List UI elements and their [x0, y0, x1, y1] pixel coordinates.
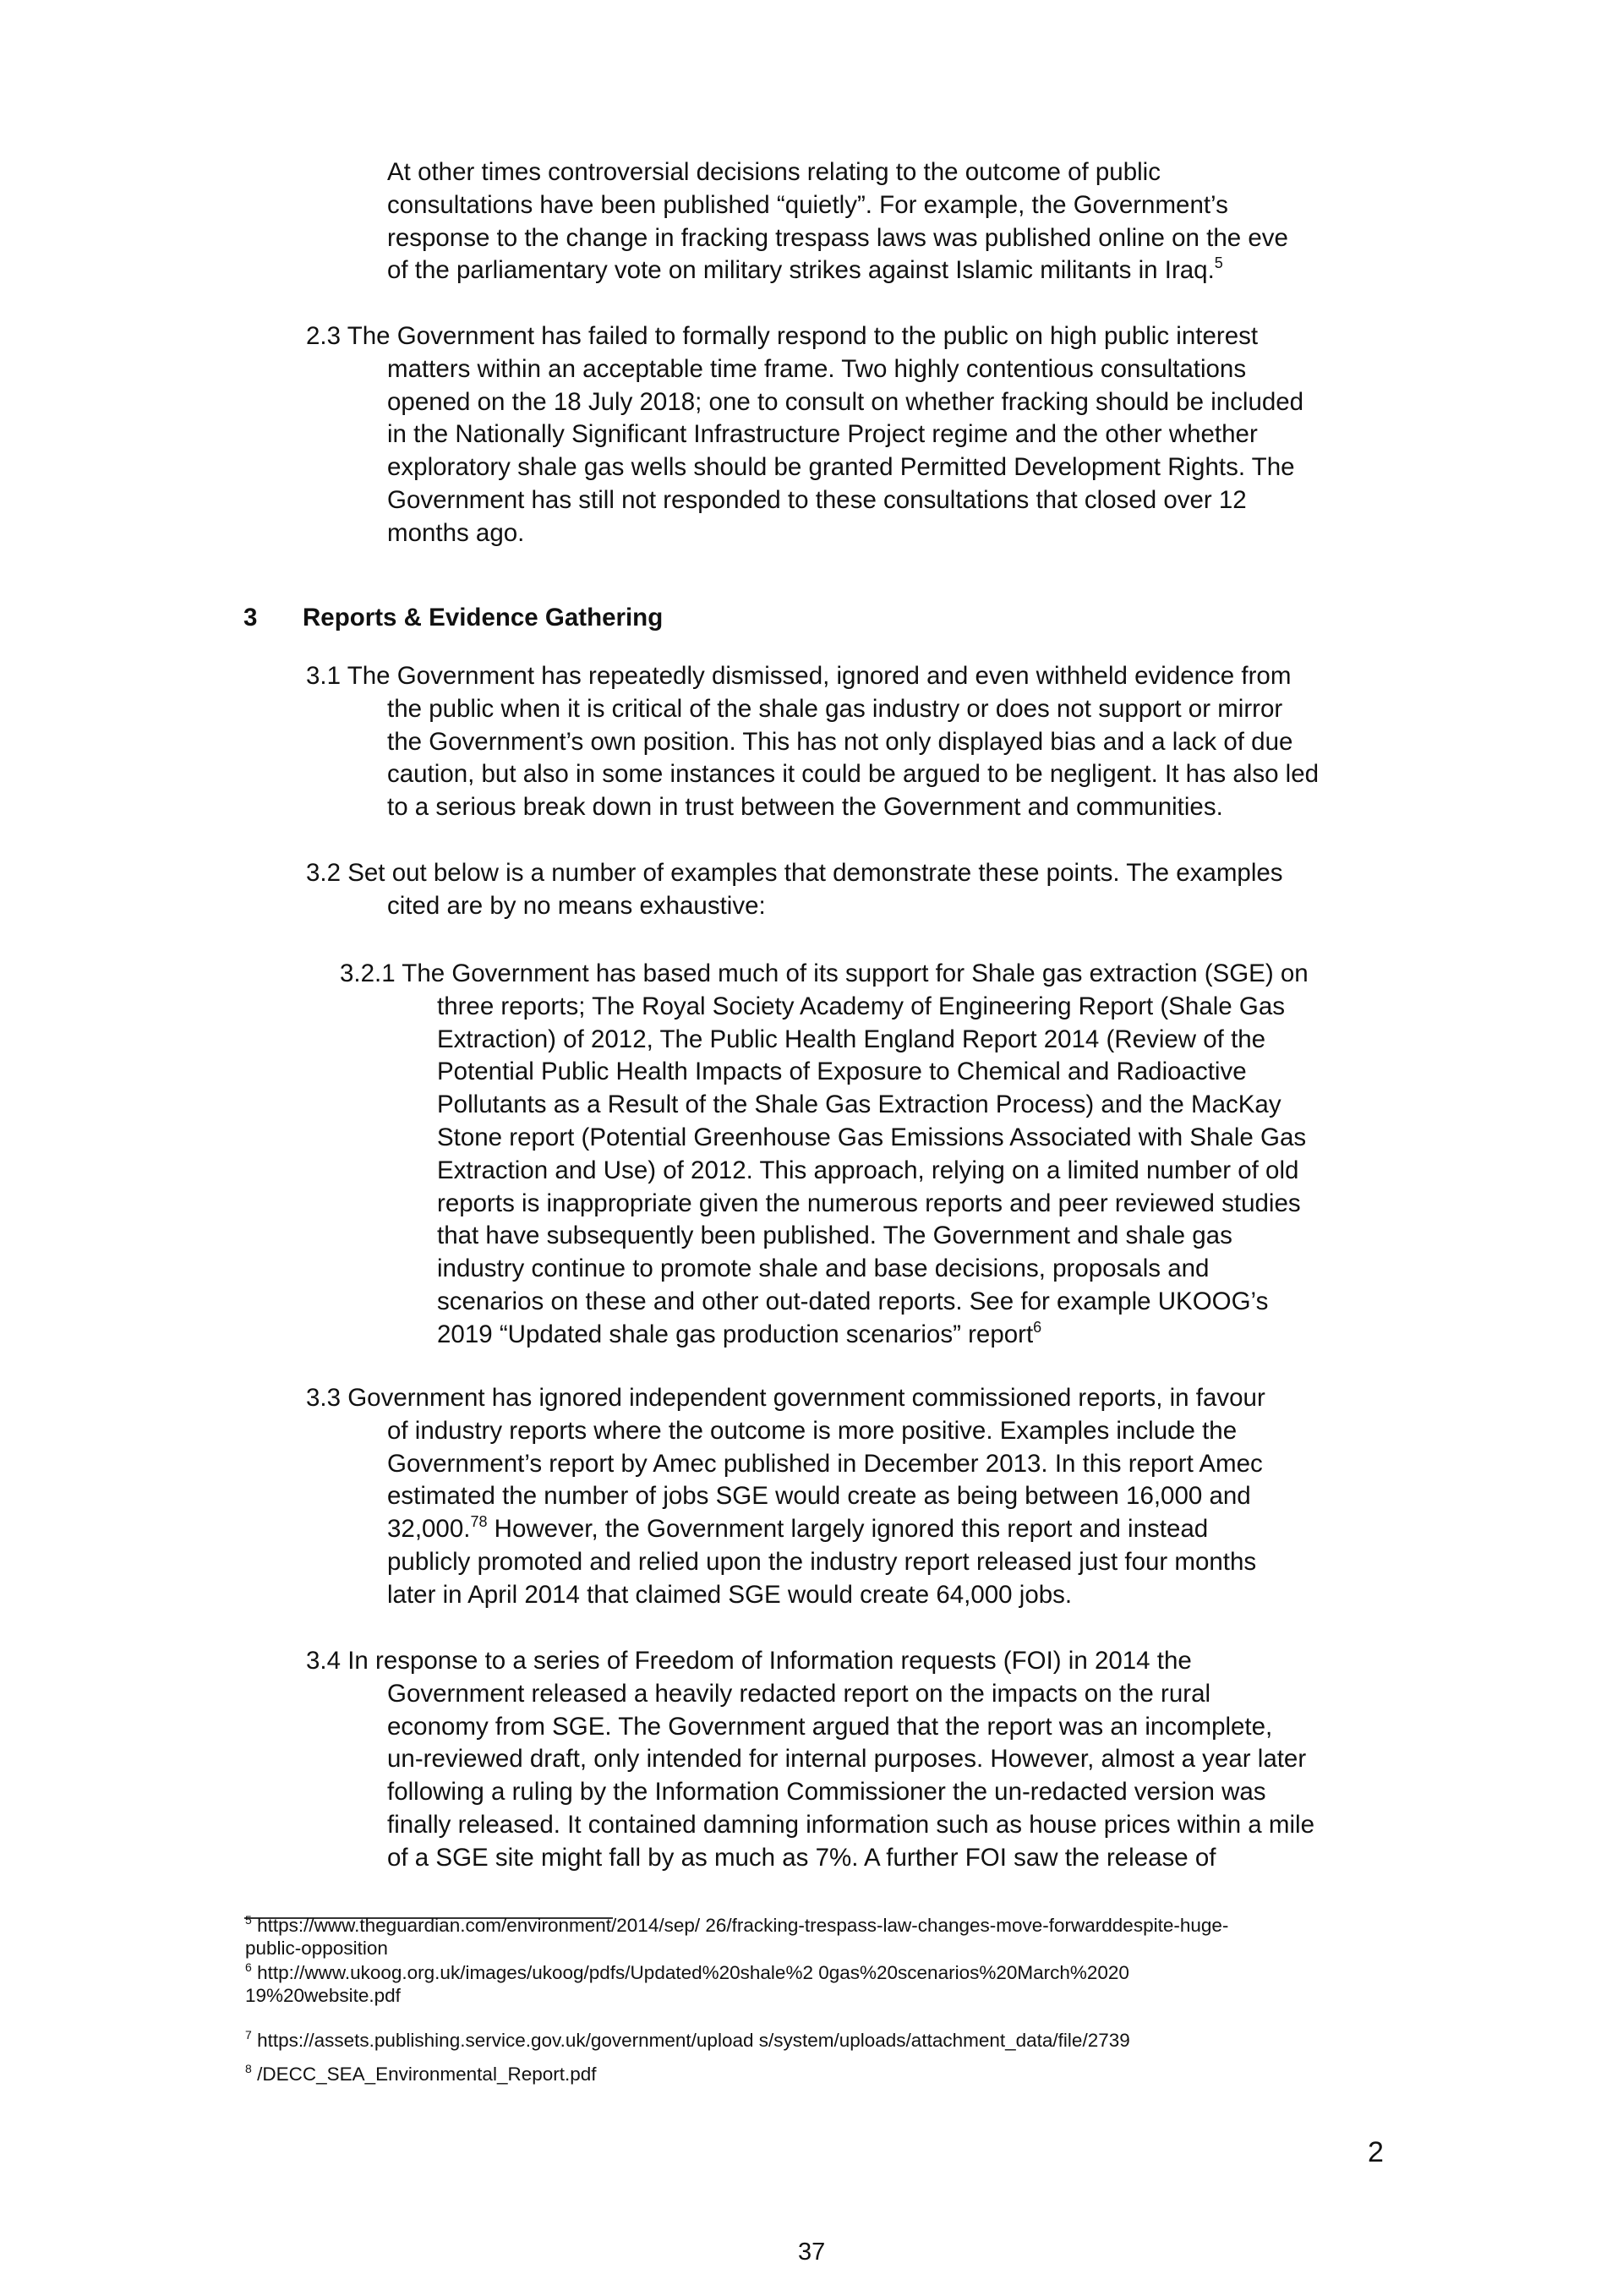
footnote-ref[interactable]: 6 — [1033, 1318, 1042, 1336]
text-line: response to the change in fracking trespass laws was published online on the eve — [387, 223, 1288, 252]
footnote-number: 6 — [245, 1960, 252, 1974]
footnote-ref[interactable]: 78 — [470, 1513, 488, 1531]
section-title — [303, 602, 663, 635]
text-segment: 2019 “Updated shale gas production scenarios” report — [437, 1320, 1034, 1348]
text-segment: However, the Government largely ignored this report and instead — [494, 1515, 1209, 1544]
text-line: Pollutants as a Result of the Shale Gas Extraction Process) and the MacKay — [437, 1091, 1281, 1119]
text-line: At other times controversial decisions relating to the outcome of public — [387, 158, 1161, 186]
footnote-link[interactable]: http://www.ukoog.org.uk/images/ukoog/pdfs/Updated%20shale%2 0gas%20scenarios%20March%2020 — [257, 1962, 1129, 1983]
paragraph-3-1 — [306, 660, 1291, 693]
paragraph-number: 3.1 — [306, 662, 342, 690]
text-line: exploratory shale gas wells should be granted Permitted Development Rights. The — [387, 453, 1295, 482]
footnote — [245, 1914, 1228, 1960]
text-segment: The Government has failed to formally respond to the public on high public interest — [347, 322, 1259, 350]
text-line: that have subsequently been published. The Government and shale gas — [437, 1222, 1232, 1250]
paragraph-3-2-1 — [340, 958, 1309, 991]
text-segment: Government has ignored independent government commissioned reports, in favour — [347, 1384, 1265, 1412]
paragraph-number: 3.2 — [306, 859, 342, 887]
section-heading — [243, 602, 257, 635]
footnote-line[interactable]: 19%20website.pdf — [245, 1985, 401, 2006]
text-segment: The Government has based much of its support for Shale gas extraction (SGE) on — [402, 959, 1309, 987]
text-line: industry continue to promote shale and base decisions, proposals and — [437, 1255, 1210, 1283]
footnote-line — [245, 2029, 1130, 2052]
text-line — [387, 1513, 1263, 1546]
paragraph-2-3-cont — [387, 353, 1303, 550]
paragraph-3-4 — [306, 1645, 1192, 1678]
text-line: cited are by no means exhaustive: — [387, 891, 766, 920]
footnote-link[interactable]: https://assets.publishing.service.gov.uk/government/upload s/system/uploads/attachment_data/file/2739 — [257, 2030, 1130, 2051]
text-line — [306, 1382, 1265, 1415]
footnote-number: 5 — [245, 1913, 252, 1927]
text-line: following a ruling by the Information Commissioner the un-redacted version was — [387, 1778, 1266, 1807]
text-line: Potential Public Health Impacts of Exposure to Chemical and Radioactive — [437, 1058, 1247, 1086]
text-line: of industry reports where the outcome is more positive. Examples include the — [387, 1416, 1238, 1445]
footnote-ref[interactable]: 5 — [1214, 254, 1223, 272]
footnote-line — [245, 2063, 597, 2086]
text-line — [306, 857, 1283, 890]
text-line: Government has still not responded to these consultations that closed over 12 — [387, 485, 1247, 514]
section-number: 3 — [243, 604, 258, 631]
text-line: in the Nationally Significant Infrastructure Project regime and the other whether — [387, 420, 1258, 449]
paragraph-3-1-cont — [387, 693, 1319, 824]
text-line — [340, 958, 1309, 991]
footnote-number: 8 — [245, 2062, 252, 2075]
text-line: reports is inappropriate given the numerous reports and peer reviewed studies — [437, 1189, 1301, 1217]
text-segment: Set out below is a number of examples that demonstrate these points. The examples — [347, 859, 1283, 887]
text-line: Government’s report by Amec published in December 2013. In this report Amec — [387, 1449, 1263, 1478]
text-segment: The Government has repeatedly dismissed, ignored and even withheld evidence from — [347, 662, 1292, 690]
text-line: economy from SGE. The Government argued that the report was an incomplete, — [387, 1712, 1273, 1741]
paragraph-3-2-cont — [387, 890, 766, 923]
text-segment: In response to a series of Freedom of Information requests (FOI) in 2014 the — [347, 1647, 1192, 1675]
footnote — [245, 1961, 1129, 2007]
paragraph-3-2-1-cont — [437, 991, 1306, 1352]
text-line: estimated the number of jobs SGE would create as being between 16,000 and — [387, 1482, 1251, 1511]
text-line: publicly promoted and relied upon the industry report released just four months — [387, 1547, 1257, 1576]
text-line: Extraction and Use) of 2012. This approach, relying on a limited number of old — [437, 1156, 1299, 1184]
intro-paragraph — [387, 156, 1288, 287]
text-line: scenarios on these and other out-dated reports. See for example UKOOG’s — [437, 1287, 1269, 1315]
text-segment: of the parliamentary vote on military strikes against Islamic militants in Iraq. — [387, 256, 1215, 285]
text-line: to a serious break down in trust between the Government and communities. — [387, 793, 1223, 822]
text-line: the public when it is critical of the shale gas industry or does not support or mirror — [387, 694, 1283, 723]
paragraph-3-4-cont — [387, 1678, 1314, 1875]
text-line: un-reviewed draft, only intended for internal purposes. However, almost a year later — [387, 1745, 1307, 1774]
paragraph-3-2 — [306, 857, 1283, 890]
text-line — [306, 660, 1291, 693]
text-line — [306, 320, 1258, 353]
footnote-line[interactable]: public-opposition — [245, 1938, 388, 1959]
footnote-number: 7 — [245, 2028, 252, 2042]
document-page-number: 2 — [1368, 2136, 1384, 2168]
text-line: opened on the 18 July 2018; one to consult on whether fracking should be included — [387, 387, 1304, 416]
paragraph-2-3 — [306, 320, 1258, 353]
text-line — [306, 1645, 1192, 1678]
paragraph-3-3-cont — [387, 1415, 1263, 1612]
text-line: later in April 2014 that claimed SGE would create 64,000 jobs. — [387, 1580, 1073, 1609]
footnote-line — [245, 1914, 1228, 1937]
text-line: matters within an acceptable time frame. Two highly contentious consultations — [387, 354, 1247, 383]
text-line: three reports; The Royal Society Academy of Engineering Report (Shale Gas — [437, 992, 1285, 1020]
footnote-line — [245, 1961, 1129, 1984]
footnote-link[interactable]: https://www.theguardian.com/environment/2014/sep/ 26/fracking-trespass-law-changes-move-forwarddespite-huge- — [257, 1915, 1229, 1936]
footnote — [245, 2063, 597, 2086]
paragraph-number: 3.2.1 — [340, 959, 396, 987]
text-line — [437, 1319, 1306, 1352]
text-line: caution, but also in some instances it could be argued to be negligent. It has also led — [387, 760, 1320, 789]
text-line: Stone report (Potential Greenhouse Gas Emissions Associated with Shale Gas — [437, 1123, 1307, 1151]
paragraph-3-3 — [306, 1382, 1265, 1415]
text-line: of a SGE site might fall by as much as 7%. A further FOI saw the release of — [387, 1843, 1216, 1872]
text-line: Extraction) of 2012, The Public Health England Report 2014 (Review of the — [437, 1025, 1266, 1053]
text-line: Government released a heavily redacted report on the impacts on the rural — [387, 1679, 1211, 1708]
text-segment: 32,000. — [387, 1515, 471, 1544]
text-line: finally released. It contained damning information such as house prices within a mile — [387, 1810, 1315, 1839]
footnote — [245, 2029, 1130, 2052]
text-line: the Government’s own position. This has not only displayed bias and a lack of due — [387, 727, 1293, 756]
text-line: consultations have been published “quietly”. For example, the Government’s — [387, 190, 1228, 219]
paragraph-number: 3.3 — [306, 1384, 342, 1412]
footnote-link[interactable]: /DECC_SEA_Environmental_Report.pdf — [257, 2064, 597, 2085]
paragraph-number: 3.4 — [306, 1647, 342, 1675]
section-title-text: Reports & Evidence Gathering — [303, 604, 664, 631]
footer-page-number: 37 — [798, 2239, 826, 2266]
text-line: months ago. — [387, 518, 525, 547]
text-line — [387, 254, 1288, 287]
paragraph-number: 2.3 — [306, 322, 342, 350]
